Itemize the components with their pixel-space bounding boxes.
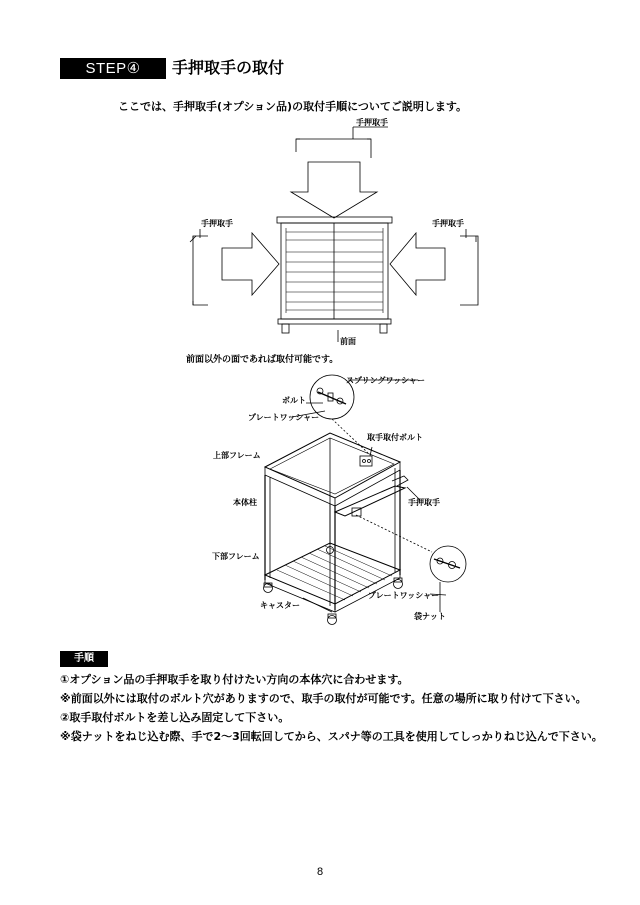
label-lower-frame: 下部フレーム: [212, 552, 260, 561]
label-caster: キャスター: [260, 601, 300, 610]
label-upper-frame: 上部フレーム: [213, 451, 261, 460]
label-plate-washer-bottom: プレートワッシャー: [368, 591, 440, 600]
label-handle-right: 手押取手: [432, 219, 464, 228]
procedure-step: ※前面以外には取付のボルト穴がありますので、取手の取付が可能です。任意の場所に取り付けて下さい。: [60, 692, 587, 705]
label-bolt: ボルト: [282, 396, 306, 405]
label-spring-washer: スプリングワッシャー: [346, 376, 425, 385]
label-handle: 手押取手: [408, 498, 440, 507]
procedure-badge: 手順: [60, 651, 108, 667]
label-plate-washer-top: プレートワッシャー: [248, 413, 320, 422]
procedure-step: ②取手取付ボルトを差し込み固定して下さい。: [60, 711, 290, 724]
label-mount-bolt: 取手取付ボルト: [367, 433, 423, 442]
procedure-steps: [60, 670, 620, 746]
page-number: 8: [316, 866, 324, 878]
section-title: 手押取手の取付: [172, 58, 285, 77]
figure-1-note: 前面以外の面であれば取付可能です。: [186, 355, 339, 365]
label-handle-left: 手押取手: [201, 219, 233, 228]
label-front: 前面: [340, 337, 356, 346]
label-cap-nut: 袋ナット: [414, 612, 446, 621]
label-handle-top: 手押取手: [356, 118, 388, 127]
label-body-pillar: 本体柱: [233, 498, 257, 507]
procedure-step: ①オプション品の手押取手を取り付けたい方向の本体穴に合わせます。: [60, 673, 409, 686]
procedure-step: ※袋ナットをねじ込む際、手で2～3回転回してから、スパナ等の工具を使用してしっかりねじ込んで下さい。: [60, 730, 603, 743]
step-badge: STEP④: [60, 58, 166, 79]
intro-text: ここでは、手押取手(オプション品)の取付手順についてご説明します。: [118, 100, 467, 113]
